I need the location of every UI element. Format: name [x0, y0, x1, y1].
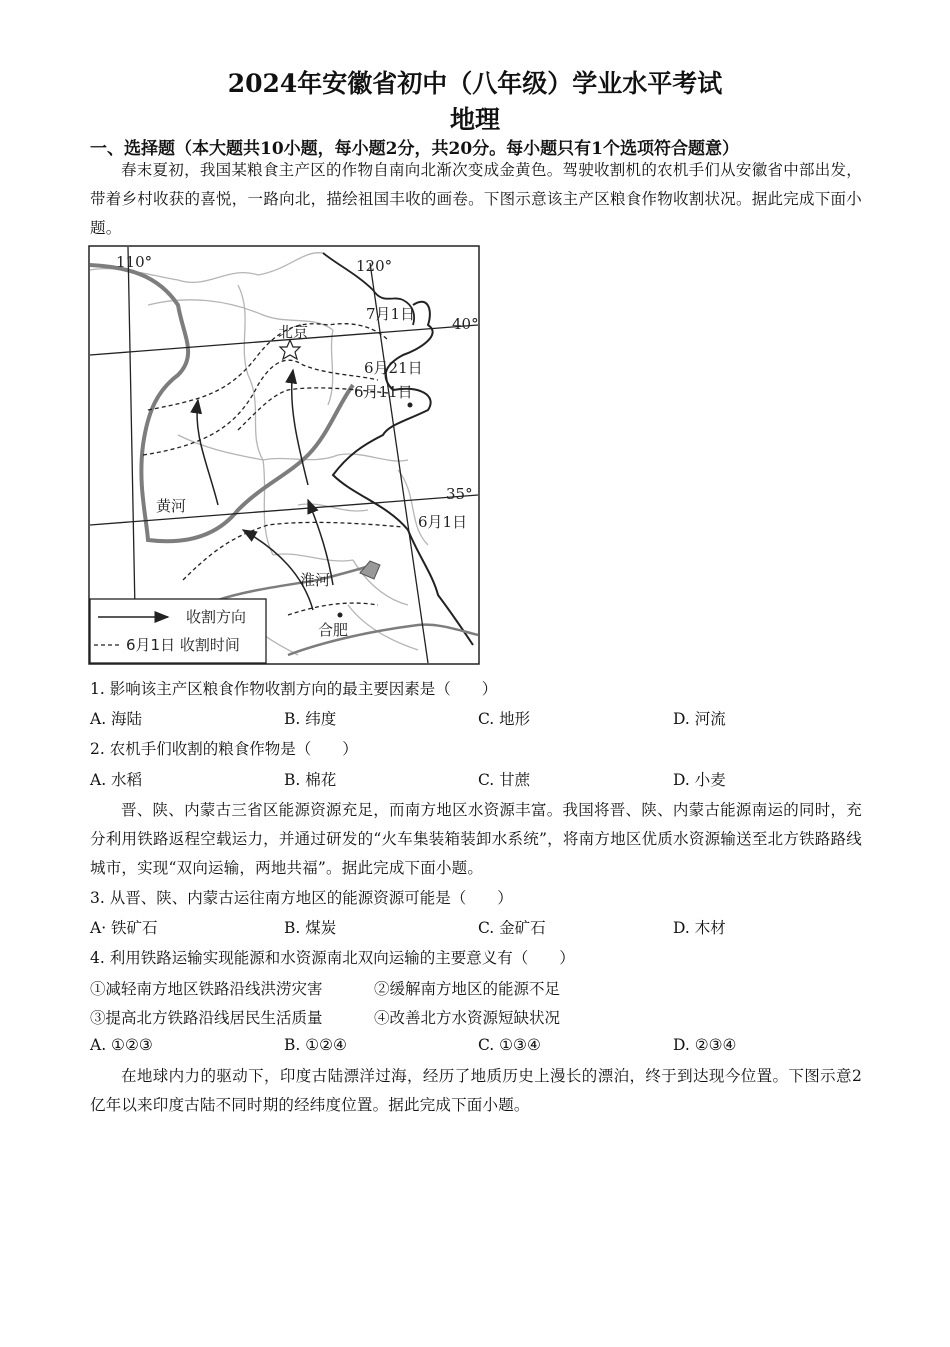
q4-option-b[interactable]: B. ①②④: [284, 1036, 347, 1054]
label-hefei: 合肥: [318, 621, 349, 639]
label-jun11: 6月11日: [354, 383, 413, 401]
q4-option-d[interactable]: D. ②③④: [673, 1036, 737, 1054]
q3-stem: 3. 从晋、陕、内蒙古运往南方地区的能源资源可能是（ ）: [90, 889, 513, 907]
q1-option-b[interactable]: B. 纬度: [284, 710, 337, 728]
q3-option-d[interactable]: D. 木材: [673, 919, 726, 937]
q3-option-b[interactable]: B. 煤炭: [284, 919, 337, 937]
intro-paragraph-1: 春末夏初，我国某粮食主产区的作物自南向北渐次变成金黄色。驾驶收割机的农机手们从安徽省中部出发，带着乡村收获的喜悦，一路向北，描绘祖国丰收的画卷。下图示意该主产区粮食作物收割状况。据此完成下面小题。: [90, 161, 862, 237]
q4-statement-4: ④改善北方水资源短缺状况: [374, 1009, 561, 1027]
q2-option-a[interactable]: A. 水稻: [90, 771, 143, 789]
label-lat35: 35°: [446, 485, 473, 503]
label-lon110: 110°: [116, 253, 153, 271]
q2-stem: 2. 农机手们收割的粮食作物是（ ）: [90, 740, 358, 758]
q4-option-c[interactable]: C. ①③④: [478, 1036, 541, 1054]
label-lon120: 120°: [356, 257, 393, 275]
q3-option-a[interactable]: A· 铁矿石: [90, 919, 158, 937]
q2-option-c[interactable]: C. 甘蔗: [478, 771, 531, 789]
q4-statement-3: ③提高北方铁路沿线居民生活质量: [90, 1009, 323, 1027]
label-jul1: 7月1日: [366, 305, 416, 323]
q1-stem: 1. 影响该主产区粮食作物收割方向的最主要因素是（ ）: [90, 680, 498, 698]
label-huaihe: 淮河: [300, 571, 331, 589]
legend-time-label: 6月1日 收割时间: [126, 636, 240, 654]
label-huanghe: 黄河: [156, 497, 187, 515]
jun11-dot-icon: [408, 403, 413, 408]
q1-option-a[interactable]: A. 海陆: [90, 710, 143, 728]
subject-title: 地理: [449, 105, 500, 134]
q1-option-c[interactable]: C. 地形: [478, 710, 531, 728]
q2-option-b[interactable]: B. 棉花: [284, 771, 337, 789]
q4-statement-2: ②缓解南方地区的能源不足: [374, 980, 561, 998]
intro-paragraph-2: 晋、陕、内蒙古三省区能源资源充足，而南方地区水资源丰富。我国将晋、陕、内蒙古能源南运的同时，充分利用铁路返程空载运力，并通过研发的“火车集装箱装卸水系统”，将南方地区优质水资源输送至北方铁路路线城市，实现“双向运输，两地共福”。据此完成下面小题。: [90, 801, 862, 877]
exam-title: 2024年安徽省初中（八年级）学业水平考试: [227, 69, 723, 98]
hefei-dot-icon: [338, 613, 343, 618]
intro-paragraph-3: 在地球内力的驱动下，印度古陆漂洋过海，经历了地质历史上漫长的漂泊，终于到达现今位置。下图示意2亿年以来印度古陆不同时期的经纬度位置。据此完成下面小题。: [90, 1067, 862, 1114]
q2-option-d[interactable]: D. 小麦: [673, 771, 726, 789]
q3-option-c[interactable]: C. 金矿石: [478, 919, 546, 937]
label-jun21: 6月21日: [364, 359, 423, 377]
label-beijing: 北京: [278, 323, 309, 341]
legend-direction-label: 收割方向: [186, 608, 247, 626]
label-jun1: 6月1日: [418, 513, 468, 531]
map-legend: [90, 599, 266, 663]
q1-option-d[interactable]: D. 河流: [673, 710, 726, 728]
q4-option-a[interactable]: A. ①②③: [90, 1036, 153, 1054]
harvest-map: [88, 245, 480, 665]
q4-statement-1: ①减轻南方地区铁路沿线洪涝灾害: [90, 980, 323, 998]
q4-stem: 4. 利用铁路运输实现能源和水资源南北双向运输的主要意义有（ ）: [90, 949, 575, 967]
section-heading: 一、选择题（本大题共10小题，每小题2分，共20分。每小题只有1个选项符合题意）: [90, 139, 739, 159]
label-lat40: 40°: [452, 315, 479, 333]
